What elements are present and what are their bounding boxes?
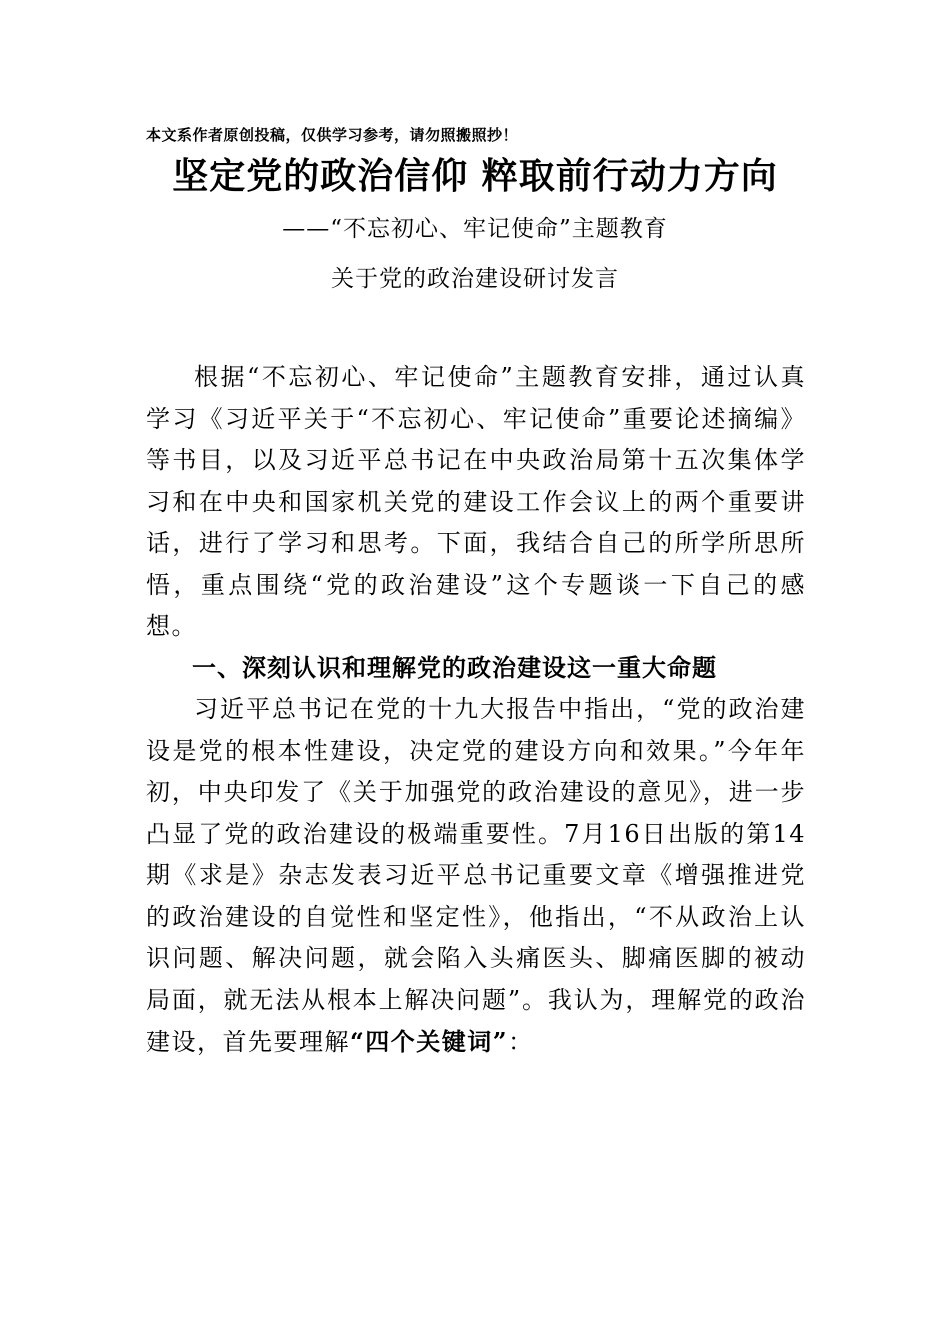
copyright-notice: 本文系作者原创投稿，仅供学习参考，请勿照搬照抄！ <box>146 126 519 144</box>
document-body <box>146 357 806 1064</box>
paragraph-text: 习近平总书记在党的十九大报告中指出，“党的政治建设是党的根本性建设，决定党的建设方向和效果。”今年年初，中央印发了《关于加强党的政治建设的意见》，进一步凸显了党的政治建设的极端重要性。7月16日出版的第14期《求是》杂志发表习近平总书记重要文章《增强推进党的政治建设的自觉性和坚定性》，他指出，“不从政治上认识问题、解决问题，就会陷入头痛医头、脚痛医脚的被动局面，就无法从根本上解决问题”。我认为，理解党的政治建设，首先要理解 <box>146 695 806 1056</box>
intro-paragraph: 根据“不忘初心、牢记使命”主题教育安排，通过认真学习《习近平关于“不忘初心、牢记使命”重要论述摘编》等书目，以及习近平总书记在中央政治局第十五次集体学习和在中央和国家机关党的建设工作会议上的两个重要讲话，进行了学习和思考。下面，我结合自己的所学所思所悟，重点围绕“党的政治建设”这个专题谈一下自己的感想。 <box>146 363 806 640</box>
paragraph-end-punctuation: ： <box>508 1028 534 1056</box>
four-keywords-emphasis: “四个关键词” <box>350 1027 509 1056</box>
page-title: 坚定党的政治信仰 粹取前行动力方向 <box>172 155 778 197</box>
section-1-paragraph <box>146 689 806 1064</box>
subtitle-line-2: 关于党的政治建设研讨发言 <box>331 266 619 292</box>
section-heading-1: 一、深刻认识和理解党的政治建设这一重大命题 <box>192 653 717 682</box>
subtitle-line-1: ——“不忘初心、牢记使命”主题教育 <box>282 216 668 242</box>
